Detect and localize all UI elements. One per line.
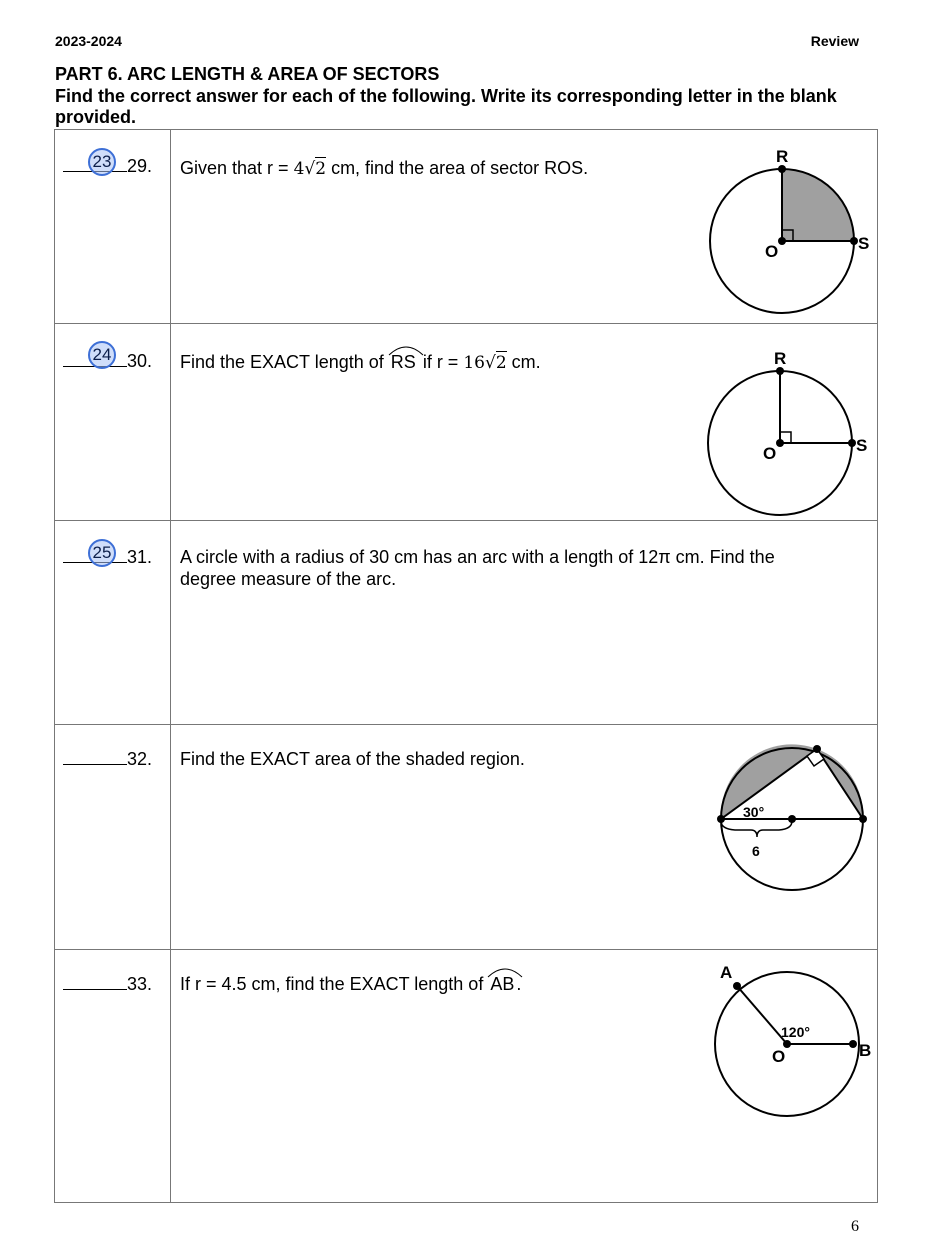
point-label-o: O: [772, 1047, 786, 1066]
header-label: Review: [810, 33, 859, 49]
question-cell-29: [171, 130, 878, 324]
point-label-r: R: [776, 147, 789, 166]
brace: [721, 821, 792, 837]
question-cell-32: [171, 725, 878, 950]
question-cell-33: [171, 950, 878, 1203]
shaded-region-figure-32: [711, 739, 871, 899]
question-row-31: [55, 521, 878, 725]
question-row-32: [55, 725, 878, 950]
answer-blank-33[interactable]: 33.: [63, 974, 152, 995]
part-title: PART 6. ARC LENGTH & AREA OF SECTORS: [55, 64, 440, 84]
page-number: 6: [851, 1218, 859, 1235]
circled-answer-mark: 25: [88, 539, 116, 567]
question-text-31: A circle with a radius of 30 cm has an arc with a length of 12π cm. Find the degree measure of the arc.: [180, 547, 775, 589]
instructions: Find the correct answer for each of the following. Write its corresponding letter in the blank provided.: [55, 86, 837, 127]
answer-cell-29: [55, 130, 171, 324]
point-label-b: B: [859, 1041, 872, 1060]
answer-blank-32[interactable]: 32.: [63, 749, 152, 770]
circle-figure-30: [701, 346, 881, 516]
question-row-30: [55, 324, 878, 521]
question-row-33: [55, 950, 878, 1203]
arc-symbol: [486, 964, 524, 978]
answer-cell-32: [55, 725, 171, 950]
point-label-o: O: [763, 444, 777, 463]
point-label-s: S: [856, 436, 868, 455]
answer-blank-30[interactable]: 30.: [63, 351, 152, 372]
question-cell-30: [171, 324, 878, 521]
sector-figure-29: [703, 144, 883, 314]
length-label: 6: [752, 843, 760, 859]
answer-blank-31[interactable]: 31.: [63, 547, 152, 568]
question-text-32: Find the EXACT area of the shaded region.: [180, 749, 525, 769]
answer-blank-29[interactable]: 29.: [63, 156, 152, 177]
angle-label: 120°: [781, 1024, 810, 1040]
question-row-29: [55, 130, 878, 324]
arc-symbol: [387, 342, 425, 356]
point-label-o: O: [765, 242, 779, 261]
question-text-30: Find the EXACT length of RS if r = 16√2 cm.: [180, 351, 541, 374]
question-table: [54, 129, 878, 1203]
circle-figure-33: [701, 958, 881, 1118]
point-label-r: R: [774, 349, 787, 368]
question-text-33: If r = 4.5 cm, find the EXACT length of AB .: [180, 973, 521, 995]
question-text-29: Given that r = 4√2 cm, find the area of sector ROS.: [180, 158, 589, 179]
answer-cell-31: [55, 521, 171, 725]
circled-answer-mark: 23: [88, 148, 116, 176]
answer-cell-33: [55, 950, 171, 1203]
answer-cell-30: [55, 324, 171, 521]
question-cell-31: [171, 521, 878, 725]
circled-answer-mark: 24: [88, 341, 116, 369]
header-year: 2023-2024: [55, 33, 122, 49]
point-label-a: A: [720, 963, 733, 982]
angle-label: 30°: [743, 804, 765, 820]
point-label-s: S: [858, 234, 870, 253]
